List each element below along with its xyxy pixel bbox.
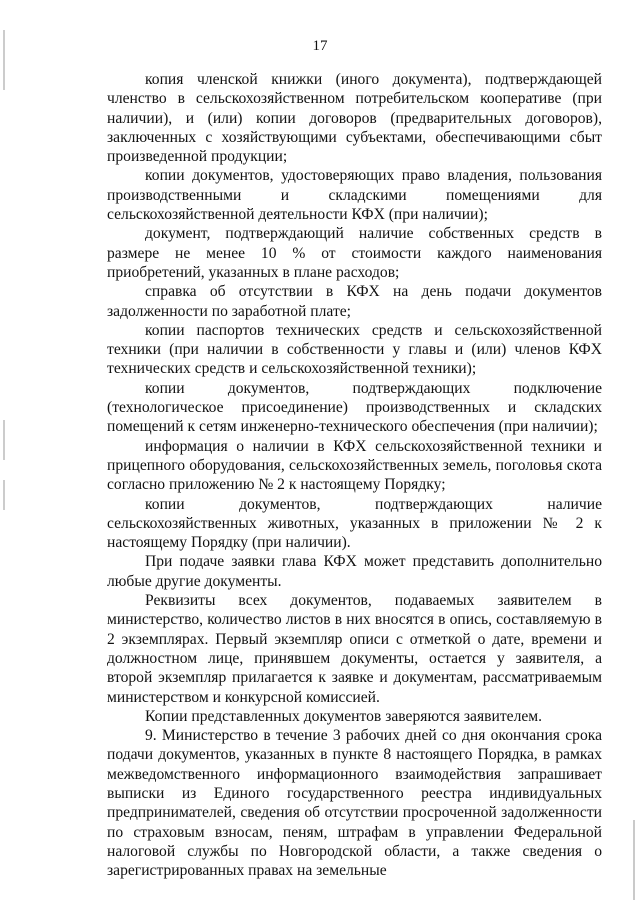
paragraph: копии документов, подтверждающих наличие сельскохозяйственных животных, указанных в приложении № 2 к настоящему Порядку (при наличии). (107, 495, 602, 552)
body-text (107, 70, 602, 880)
paragraph: копии документов, подтверждающих подключение (технологическое присоединение) производственных и складских помещений к сетям инженерно-технического обеспечения (при наличии); (107, 379, 602, 436)
paragraph: документ, подтверждающий наличие собственных средств в размере не менее 10 % от стоимости каждого наименования приобретений, указанных в плане расходов; (107, 225, 602, 281)
scan-edge-mark (3, 480, 5, 510)
paragraph: копии документов, удостоверяющих право владения, пользования производственными и складскими помещениями для сельскохозяйственной деятельности КФХ (при наличии); (107, 167, 602, 224)
paragraph: 9. Министерство в течение 3 рабочих дней со дня окончания срока подачи документов, указанных в пункте 8 настоящего Порядка, в рамках межведомственного информационного взаимодействия запрашивает выписки из Единого государственного реестра индивидуальных предпринимателей, сведения об отсутствии просроченной задолженности по страховым взносам, пеням, штрафам в управлении Федеральной налоговой службы по Новгородской области, а также сведения о зарегистрированных правах на земельные (107, 727, 602, 880)
paragraph: копии паспортов технических средств и сельскохозяйственной техники (при наличии в собственности у главы и (или) членов КФХ технических средств и сельскохозяйственной техники); (107, 321, 602, 378)
paragraph: информация о наличии в КФХ сельскохозяйственной техники и прицепного оборудования, сельскохозяйственных земель, поголовья скота согласно приложению № 2 к настоящему Порядку; (107, 437, 602, 494)
paragraph: При подаче заявки глава КФХ может представить дополнительно любые другие документы. (107, 553, 602, 590)
page-number: 17 (312, 38, 328, 54)
paragraph: справка об отсутствии в КФХ на день подачи документов задолженности по заработной плате; (107, 283, 602, 320)
scan-edge-mark (3, 420, 5, 460)
paragraph: Копии представленных документов заверяются заявителем. (145, 707, 543, 725)
paragraph: Реквизиты всех документов, подаваемых заявителем в министерство, количество листов в них вносятся в опись, составляемую в 2 экземплярах. Первый экземпляр описи с отметкой о дате, времени и должностном лице, принявшем документы, остается у заявителя, а второй экземпляр прилагается к заявке и документам, рассматриваемым министерством и конкурсной комиссией. (107, 592, 602, 706)
paragraph: копия членской книжки (иного документа), подтверждающей членство в сельскохозяйственном потребительском кооперативе (при наличии), и (или) копии договоров (предварительных договоров), заключенных с хозяйствующими субъектами, обеспечивающими сбыт произведенной продукции; (107, 71, 602, 166)
scan-edge-mark (633, 820, 635, 900)
